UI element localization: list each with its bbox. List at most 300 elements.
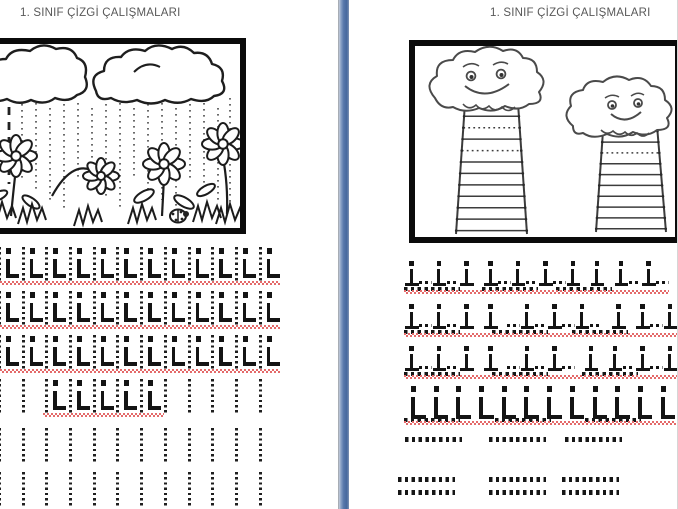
letter-base — [433, 326, 447, 329]
letter-stem — [647, 269, 650, 284]
letter-dot — [148, 380, 153, 386]
letter-stem — [593, 397, 597, 415]
connector-dots — [553, 281, 566, 284]
letter-dot — [219, 336, 224, 342]
letter-foot — [77, 274, 90, 278]
letter-foot — [219, 318, 232, 322]
trace-dot-line — [562, 490, 619, 495]
letter-dot — [525, 346, 530, 351]
connector-dots — [562, 366, 575, 369]
letter-foot — [243, 318, 256, 322]
dotted-guide — [69, 428, 72, 464]
letter-dot — [661, 386, 666, 392]
letter-base — [512, 283, 526, 286]
right-page[interactable] — [349, 0, 678, 509]
cloud-ladders-picture — [409, 40, 678, 243]
spellcheck-squiggle — [404, 421, 676, 425]
letter-dot — [464, 261, 469, 266]
dotted-guide-line — [257, 427, 281, 466]
dotted-guide-line — [114, 427, 138, 466]
letter-dot — [30, 292, 35, 298]
letter-stem — [544, 269, 547, 284]
letter-dot — [434, 386, 439, 392]
trace-letter-i — [257, 334, 281, 373]
trace-letter-i — [162, 334, 186, 373]
letter-dot — [101, 292, 106, 298]
daisy-flower-icon — [83, 158, 119, 194]
dotted-guide — [259, 379, 262, 415]
letter-dot — [409, 346, 414, 351]
trace-dot-line — [489, 437, 546, 442]
letter-base — [521, 326, 535, 329]
letter-stem — [502, 397, 506, 415]
letter-stem — [77, 259, 81, 275]
letter-dot — [525, 304, 530, 309]
letter-stem — [196, 347, 200, 363]
dotted-guide-line — [114, 471, 138, 509]
letter-stem — [101, 259, 105, 275]
letter-dot — [524, 386, 529, 392]
dotted-guide-line — [162, 378, 186, 417]
letter-stem — [524, 397, 528, 415]
letter-stem — [465, 269, 468, 284]
connector-dots — [590, 324, 603, 327]
letter-dot — [219, 292, 224, 298]
spellcheck-squiggle — [0, 281, 280, 285]
dotted-guide — [235, 291, 238, 327]
practice-row — [404, 343, 678, 383]
letter-stem — [479, 397, 483, 415]
dotted-guide — [211, 247, 214, 283]
letter-stem — [668, 354, 671, 369]
letter-stem — [243, 347, 247, 363]
letter-base — [615, 283, 629, 286]
dotted-guide — [211, 379, 214, 415]
dotted-guide — [22, 291, 25, 327]
letter-dot — [6, 336, 11, 342]
dotted-guide-line — [0, 427, 20, 466]
dotted-guide — [164, 428, 167, 464]
letter-stem — [124, 303, 128, 319]
letter-stem — [124, 347, 128, 363]
trace-letter-i — [233, 290, 257, 329]
letter-stem — [219, 259, 223, 275]
letter-base — [405, 326, 419, 329]
letter-dot — [640, 346, 645, 351]
dotted-guide — [164, 379, 167, 415]
letter-stem — [641, 312, 644, 327]
letter-dot — [101, 380, 106, 386]
dotted-guide-line — [20, 378, 44, 417]
letter-dot — [124, 336, 129, 342]
trace-letter-i — [20, 246, 44, 285]
letter-dot — [53, 380, 58, 386]
letter-stem — [661, 397, 665, 415]
dotted-guide — [188, 335, 191, 371]
letter-base — [433, 368, 447, 371]
dotted-guide — [22, 379, 25, 415]
letter-stem — [53, 391, 57, 407]
letter-dot — [456, 386, 461, 392]
dotted-guide-line — [233, 427, 257, 466]
trace-letter-i — [114, 290, 138, 329]
connector-dots — [419, 366, 432, 369]
letter-foot — [30, 318, 43, 322]
dotted-guide — [188, 247, 191, 283]
trace-letter-i — [233, 334, 257, 373]
dotted-guide-line — [233, 471, 257, 509]
letter-stem — [267, 347, 271, 363]
letter-base — [609, 368, 623, 371]
letter-foot — [6, 318, 19, 322]
dotted-guide — [259, 472, 262, 508]
trace-dot-line — [489, 490, 546, 495]
letter-foot — [53, 274, 66, 278]
letter-dot — [219, 248, 224, 254]
connector-dots — [447, 366, 460, 369]
letter-dot — [479, 386, 484, 392]
letter-base — [460, 368, 474, 371]
letter-dot — [668, 346, 673, 351]
letter-dot — [148, 336, 153, 342]
letter-dot — [552, 304, 557, 309]
trace-letter-i — [209, 246, 233, 285]
letter-stem — [30, 347, 34, 363]
letter-stem — [101, 391, 105, 407]
letter-base — [405, 283, 419, 286]
dotted-guide — [93, 379, 96, 415]
dotted-guide-line — [20, 427, 44, 466]
page-title: 1. SINIF ÇİZGİ ÇALIŞMALARI — [490, 7, 651, 19]
dotted-guide — [116, 379, 119, 415]
dotted-guide — [259, 335, 262, 371]
letter-dot — [516, 261, 521, 266]
letter-foot — [101, 362, 114, 366]
letter-base — [484, 283, 498, 286]
letter-dot — [552, 346, 557, 351]
letter-dot — [172, 336, 177, 342]
letter-foot — [267, 318, 280, 322]
letter-foot — [243, 274, 256, 278]
dotted-guide — [22, 247, 25, 283]
trace-dot-line — [398, 477, 455, 482]
letter-stem — [465, 312, 468, 327]
dotted-guide-line — [257, 471, 281, 509]
dotted-guide-line — [162, 427, 186, 466]
letter-dot — [613, 346, 618, 351]
letter-dot — [30, 248, 35, 254]
letter-base — [484, 326, 498, 329]
letter-foot — [77, 318, 90, 322]
dotted-guide — [235, 335, 238, 371]
letter-stem — [410, 269, 413, 284]
dotted-guide — [140, 379, 143, 415]
letter-dot — [411, 386, 416, 392]
letter-stem — [53, 303, 57, 319]
dotted-guide — [140, 335, 143, 371]
letter-stem — [489, 269, 492, 284]
letter-stem — [465, 354, 468, 369]
letter-base — [664, 368, 678, 371]
letter-foot — [6, 274, 19, 278]
letter-foot — [30, 362, 43, 366]
connector-dots — [526, 281, 539, 284]
practice-row — [0, 290, 280, 330]
letter-stem — [124, 391, 128, 407]
trace-letter-i — [91, 378, 115, 417]
letter-dot — [172, 248, 177, 254]
trace-letter-i — [114, 334, 138, 373]
letter-stem — [77, 347, 81, 363]
letter-dot — [464, 304, 469, 309]
letter-stem — [525, 312, 528, 327]
letter-stem — [53, 347, 57, 363]
letter-foot — [172, 274, 185, 278]
letter-dot — [638, 386, 643, 392]
letter-dot — [615, 386, 620, 392]
cloud-icon — [0, 45, 224, 103]
dotted-guide — [69, 291, 72, 327]
letter-stem — [243, 303, 247, 319]
letter-dot — [77, 336, 82, 342]
trace-letter-i — [186, 334, 210, 373]
connector-dots — [447, 281, 460, 284]
letter-dot — [593, 386, 598, 392]
letter-stem — [437, 269, 440, 284]
letter-dot — [124, 248, 129, 254]
connector-dots — [535, 366, 548, 369]
letter-stem — [77, 391, 81, 407]
dotted-guide — [45, 291, 48, 327]
letter-dot — [437, 304, 442, 309]
dotted-guide-line — [0, 471, 20, 509]
trace-letter-i — [138, 334, 162, 373]
dotted-guide — [69, 335, 72, 371]
dotted-guide — [140, 472, 143, 508]
dotted-guide — [116, 291, 119, 327]
rain-flowers-illustration — [0, 44, 240, 228]
letter-dot — [570, 386, 575, 392]
letter-stem — [101, 303, 105, 319]
trace-letter-i — [43, 378, 67, 417]
dotted-guide — [235, 247, 238, 283]
dotted-guide — [22, 335, 25, 371]
trace-letter-i — [67, 334, 91, 373]
letter-stem — [547, 397, 551, 415]
connector-dots — [419, 324, 432, 327]
letter-foot — [124, 406, 137, 410]
letter-dot — [267, 336, 272, 342]
letter-stem — [172, 303, 176, 319]
trace-letter-i — [67, 290, 91, 329]
letter-foot — [124, 318, 137, 322]
connector-dots — [507, 324, 520, 327]
letter-foot — [101, 274, 114, 278]
dotted-guide — [69, 247, 72, 283]
trace-dot-line — [405, 437, 462, 442]
spellcheck-squiggle — [404, 290, 669, 294]
letter-stem — [571, 269, 574, 284]
letter-base — [636, 368, 650, 371]
letter-dot — [571, 261, 576, 266]
dotted-guide-line — [43, 471, 67, 509]
letter-stem — [6, 303, 10, 319]
dotted-guide — [259, 247, 262, 283]
trace-letter-i — [43, 334, 67, 373]
letter-foot — [172, 362, 185, 366]
rain-icon — [0, 90, 230, 210]
dotted-guide — [164, 335, 167, 371]
connector-dots — [562, 324, 575, 327]
letter-foot — [53, 362, 66, 366]
dotted-guide — [211, 428, 214, 464]
connector-dots — [507, 366, 520, 369]
letter-stem — [196, 303, 200, 319]
letter-stem — [410, 312, 413, 327]
letter-base — [433, 283, 447, 286]
letter-foot — [77, 406, 90, 410]
dotted-guide-line — [233, 378, 257, 417]
letter-base — [460, 326, 474, 329]
letter-foot — [124, 362, 137, 366]
letter-stem — [124, 259, 128, 275]
letter-foot — [101, 318, 114, 322]
trace-letter-i — [91, 290, 115, 329]
dotted-guide — [45, 428, 48, 464]
letter-dot — [6, 248, 11, 254]
dotted-guide — [116, 472, 119, 508]
row-baseline — [404, 372, 678, 380]
letter-stem — [580, 312, 583, 327]
dotted-guide — [93, 428, 96, 464]
letter-dot — [267, 292, 272, 298]
letter-dot — [488, 304, 493, 309]
letter-stem — [30, 259, 34, 275]
trace-letter-i — [209, 334, 233, 373]
letter-dot — [77, 292, 82, 298]
dotted-guide — [45, 472, 48, 508]
practice-row — [404, 258, 669, 298]
letter-stem — [243, 259, 247, 275]
connector-dots — [447, 324, 460, 327]
letter-stem — [489, 312, 492, 327]
dotted-guide — [45, 335, 48, 371]
connector-dots — [650, 366, 663, 369]
letter-foot — [148, 362, 161, 366]
trace-letter-i — [0, 246, 20, 285]
letter-base — [548, 326, 562, 329]
letter-dot — [6, 292, 11, 298]
spellcheck-squiggle — [43, 413, 164, 417]
dotted-guide — [235, 428, 238, 464]
letter-stem — [434, 397, 438, 415]
letter-stem — [148, 347, 152, 363]
trace-letter-i — [257, 246, 281, 285]
dotted-guide — [164, 472, 167, 508]
letter-dot — [30, 336, 35, 342]
letter-base — [567, 283, 581, 286]
letter-dot — [437, 261, 442, 266]
dotted-guide — [259, 291, 262, 327]
letter-dot — [101, 248, 106, 254]
dotted-guide — [188, 379, 191, 415]
letter-foot — [148, 318, 161, 322]
practice-row — [0, 334, 280, 374]
dotted-guide — [116, 428, 119, 464]
dotted-guide-line — [209, 427, 233, 466]
dotted-guide — [45, 247, 48, 283]
dotted-guide — [164, 291, 167, 327]
letter-stem — [148, 303, 152, 319]
dotted-guide — [0, 472, 1, 508]
dotted-guide — [0, 291, 1, 327]
practice-row — [0, 378, 280, 418]
letter-dot — [77, 248, 82, 254]
letter-foot — [196, 362, 209, 366]
trace-letter-i — [138, 246, 162, 285]
row-baseline — [404, 330, 678, 338]
connector-dots — [419, 281, 432, 284]
dotted-guide — [259, 428, 262, 464]
letter-dot — [53, 336, 58, 342]
letter-dot — [646, 261, 651, 266]
letter-foot — [124, 274, 137, 278]
letter-foot — [267, 362, 280, 366]
smiling-cloud-icon — [566, 76, 671, 136]
letter-base — [460, 283, 474, 286]
letter-foot — [6, 362, 19, 366]
letter-dot — [409, 304, 414, 309]
trace-letter-i — [162, 290, 186, 329]
dotted-guide-line — [67, 427, 91, 466]
trace-letter-i — [114, 378, 138, 417]
trace-letter-i — [91, 334, 115, 373]
letter-stem — [437, 312, 440, 327]
dotted-guide-line — [43, 427, 67, 466]
letter-base — [521, 368, 535, 371]
trace-letter-i — [0, 334, 20, 373]
dotted-guide — [188, 472, 191, 508]
practice-row — [0, 471, 280, 509]
trace-letter-i — [67, 246, 91, 285]
letter-stem — [615, 397, 619, 415]
dotted-guide — [0, 247, 1, 283]
trace-letter-i — [20, 334, 44, 373]
rain-flowers-picture — [0, 38, 246, 234]
letter-stem — [617, 312, 620, 327]
letter-foot — [243, 362, 256, 366]
letter-stem — [410, 354, 413, 369]
spellcheck-squiggle — [0, 325, 280, 329]
letter-base — [484, 368, 498, 371]
dotted-guide — [93, 335, 96, 371]
letter-base — [539, 283, 553, 286]
dotted-guide-line — [138, 427, 162, 466]
dotted-guide — [116, 335, 119, 371]
letter-stem — [219, 303, 223, 319]
dotted-guide-line — [67, 471, 91, 509]
letter-foot — [30, 274, 43, 278]
page-divider-bar — [339, 0, 349, 509]
letter-stem — [437, 354, 440, 369]
letter-stem — [148, 391, 152, 407]
dotted-guide-line — [91, 471, 115, 509]
page-title: 1. SINIF ÇİZGİ ÇALIŞMALARI — [20, 7, 181, 19]
dotted-guide — [140, 291, 143, 327]
smiling-cloud-icon — [429, 47, 543, 111]
row-baseline — [404, 287, 669, 295]
dotted-guide — [188, 428, 191, 464]
